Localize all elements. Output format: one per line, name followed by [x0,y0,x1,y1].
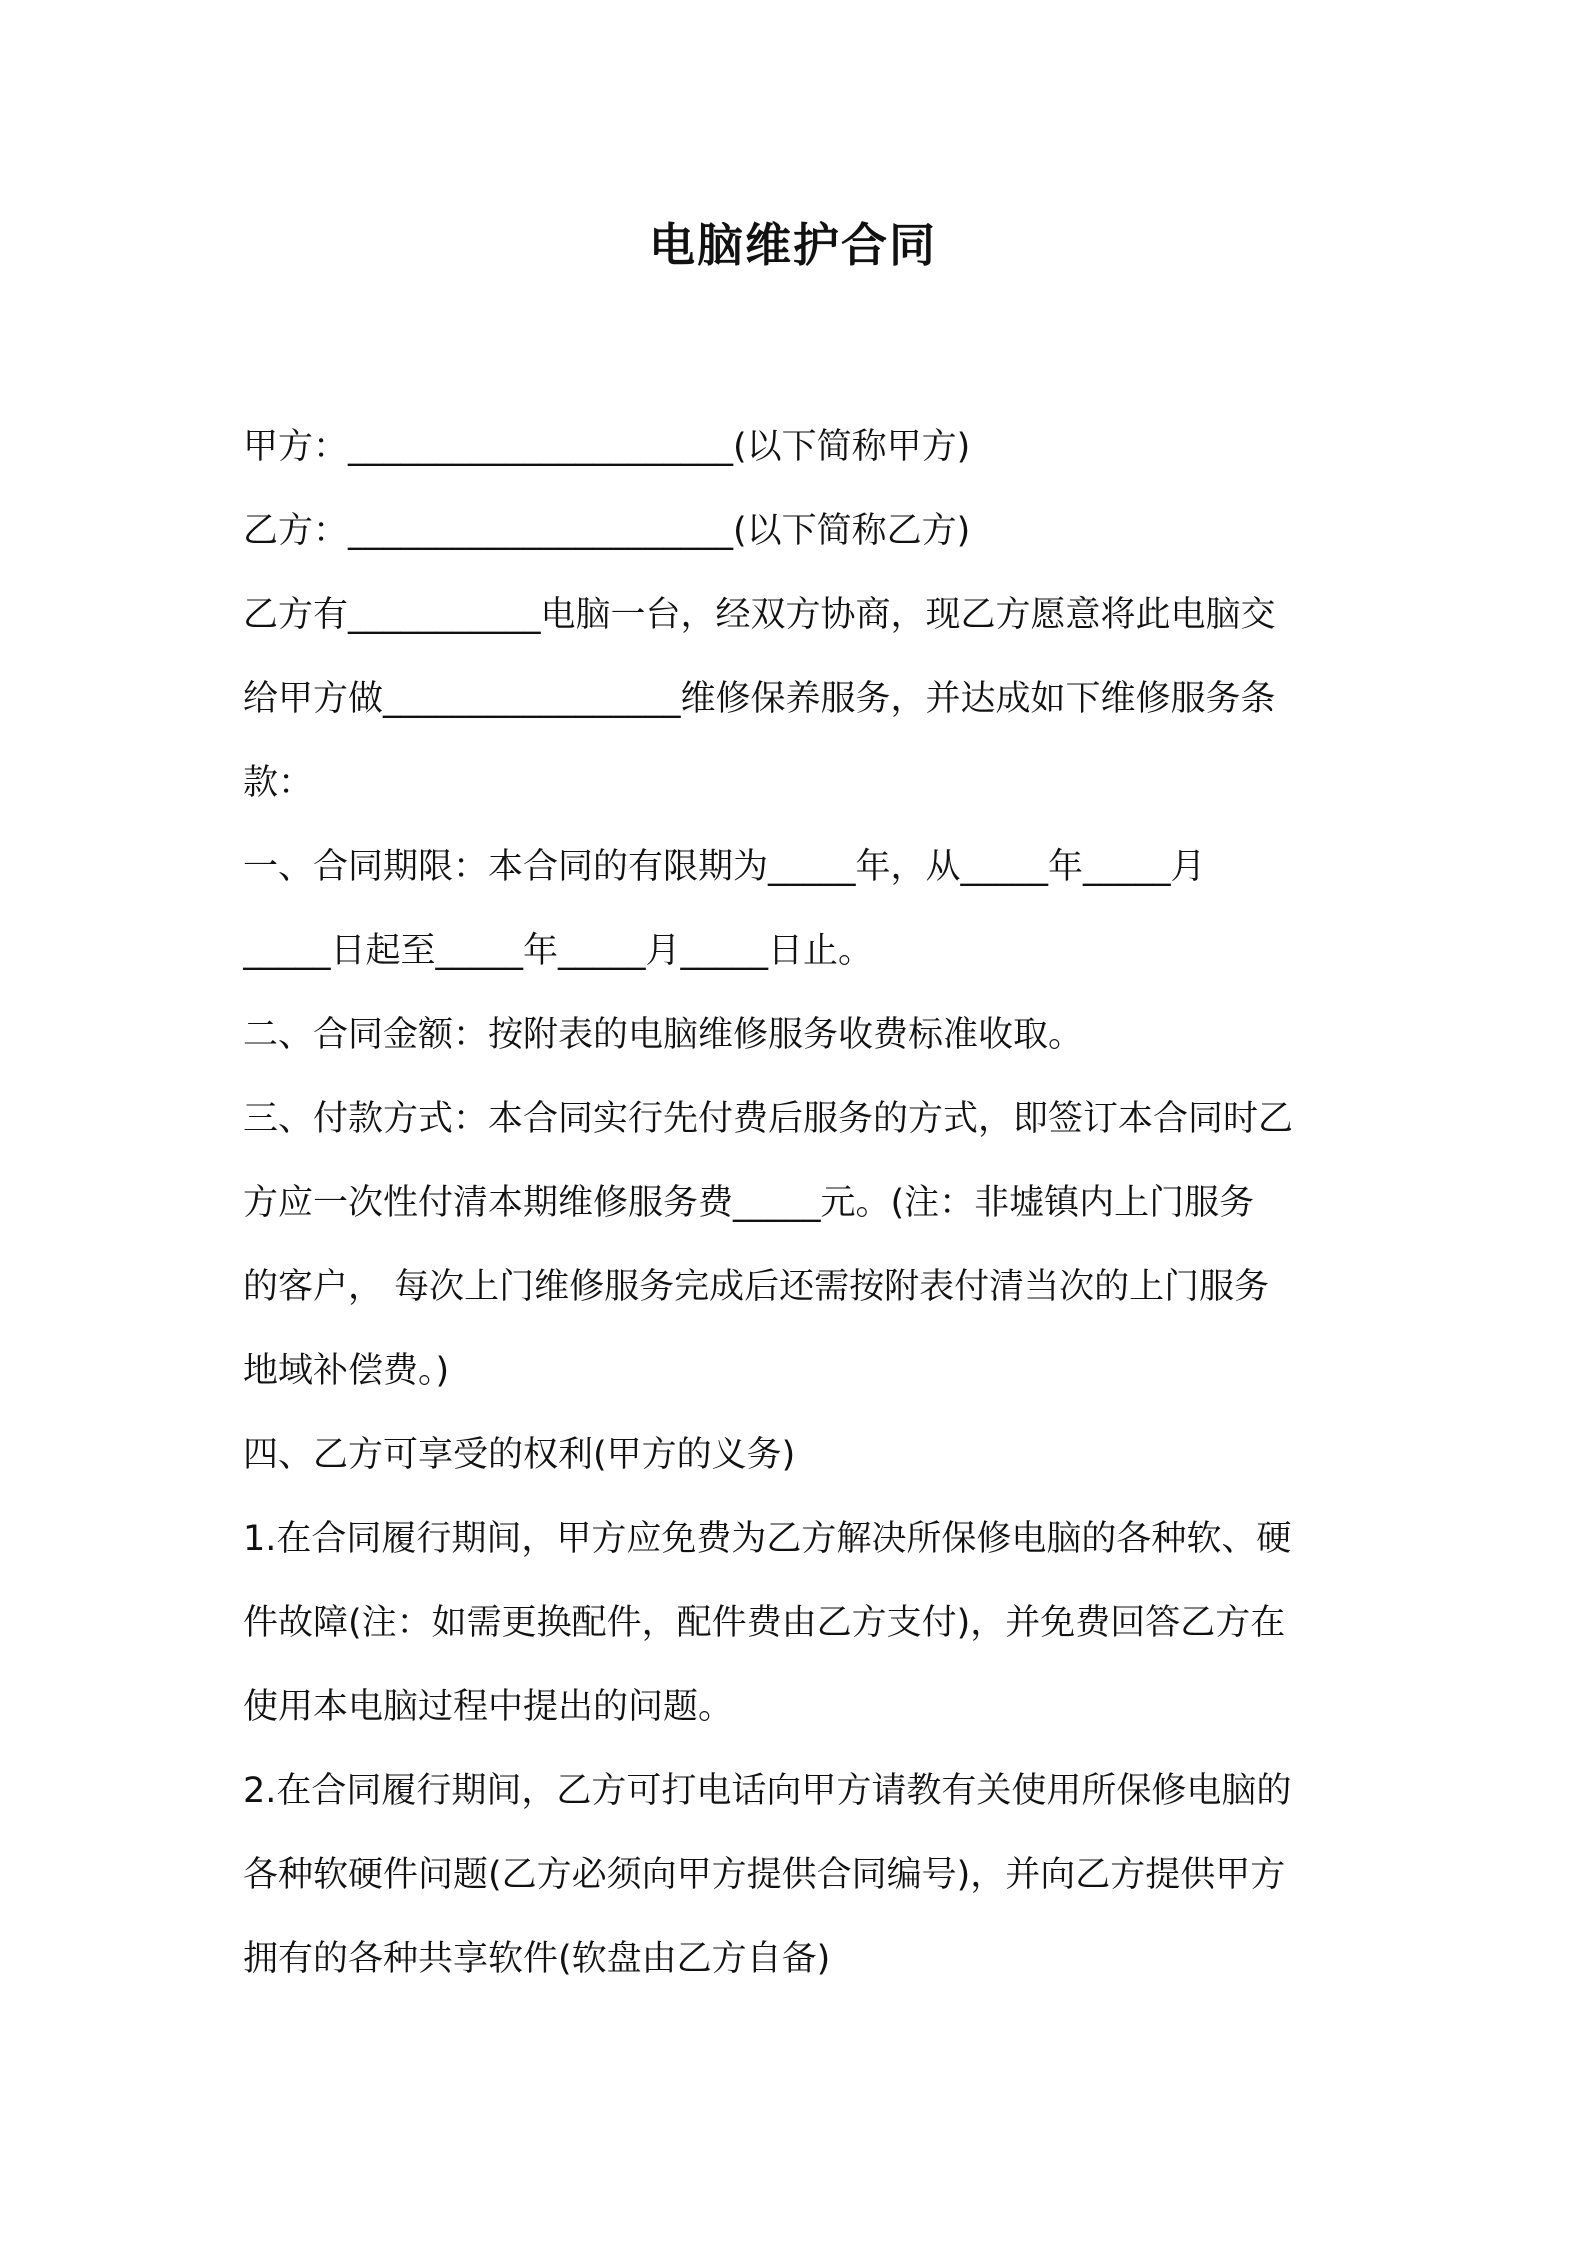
clause-payment-line: 方应一次性付清本期维修服务费_____元。(注：非墟镇内上门服务 [243,1183,1255,1223]
clause-rights-item: 2.在合同履行期间，乙方可打电话向甲方请教有关使用所保修电脑的 [243,1771,1292,1811]
clause-payment-line: 三、付款方式：本合同实行先付费后服务的方式，即签订本合同时乙 [243,1099,1294,1139]
party-a-line: 甲方：______________________(以下简称甲方) [243,427,971,467]
clause-term-line: _____日起至_____年_____月_____日止。 [243,931,874,971]
document-body [243,405,1355,2001]
intro-line: 乙方有___________电脑一台，经双方协商，现乙方愿意将此电脑交 [243,595,1276,635]
intro-line: 给甲方做_________________维修保养服务，并达成如下维修服务条 [243,679,1276,719]
clause-amount-line: 二、合同金额：按附表的电脑维修服务收费标准收取。 [243,1015,1084,1055]
clause-rights-item: 件故障(注：如需更换配件，配件费由乙方支付)，并免费回答乙方在 [243,1603,1286,1643]
clause-payment-line: 地域补偿费。) [243,1351,450,1391]
intro-line: 款： [243,763,314,803]
clause-rights-heading: 四、乙方可享受的权利(甲方的义务) [243,1435,796,1475]
clause-rights-item: 拥有的各种共享软件(软盘由乙方自备) [243,1939,831,1979]
party-b-line: 乙方：______________________(以下简称乙方) [243,511,971,551]
clause-rights-item: 使用本电脑过程中提出的问题。 [243,1687,734,1727]
clause-payment-line: 的客户， 每次上门维修服务完成后还需按附表付清当次的上门服务 [243,1267,1270,1307]
clause-rights-item: 1.在合同履行期间，甲方应免费为乙方解决所保修电脑的各种软、硬 [243,1519,1292,1559]
document-title: 电脑维护合同 [649,218,937,272]
clause-rights-item: 各种软硬件问题(乙方必须向甲方提供合同编号)，并向乙方提供甲方 [243,1855,1286,1895]
clause-term-line: 一、合同期限：本合同的有限期为_____年，从_____年_____月 [243,847,1206,887]
